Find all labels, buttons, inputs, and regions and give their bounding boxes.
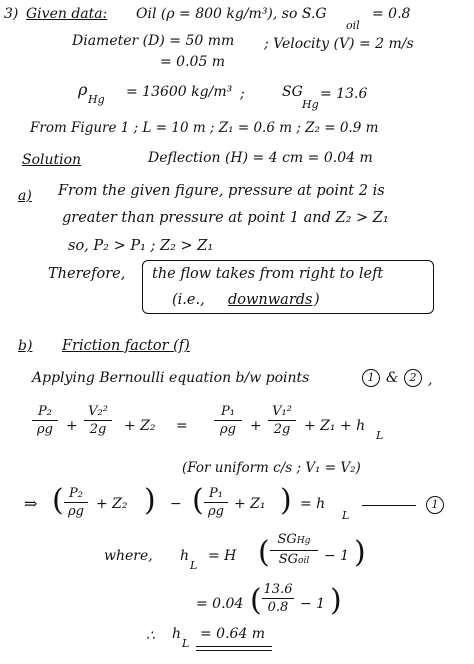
frac-num: P₂ [38,404,52,419]
frac-p1-rg [214,404,242,437]
applying-bernoulli: Applying Bernoulli equation b/w points [32,370,310,386]
part-b-title: Friction factor (f) [62,338,190,354]
diameter-m: = 0.05 m [160,54,226,70]
frac-den: 0.8 [267,600,289,615]
plus-sign: + [66,418,78,434]
final-hl: h [172,626,182,642]
frac-den: ρg [37,422,53,437]
where-text: where, [104,548,153,564]
plus-z2-2: + Z₂ [96,496,128,512]
plus-z1-hl: + Z₁ + h [304,418,366,434]
frac-den: 2g [89,422,107,437]
open-paren: ( [52,483,64,518]
rho-hg-value: = 13600 kg/m³ [126,84,233,100]
comma: , [428,372,433,388]
therefore-symbol: ∴ [146,628,155,644]
minus-one: − 1 [324,548,350,564]
conclusion-ie: (i.e., [172,292,205,308]
equals-sign: = [176,418,188,434]
close-paren: ) [144,483,156,518]
frac-num: P₂ [69,486,83,501]
hl-subscript: L [376,429,384,442]
frac-num: P₁ [209,486,223,501]
frac-v1-2g [268,404,296,437]
part-b-label: b) [18,338,33,354]
plus-z1-2: + Z₁ [234,496,266,512]
rho-hg: ρ [78,80,88,99]
conclusion-downwards: downwards [228,292,313,308]
sg-hg-num: SG [277,532,297,547]
conclusion-line1: the flow takes from right to left [152,266,384,282]
frac-den: ρg [208,504,224,519]
hl-symbol: h [180,548,190,564]
open-paren-2: ( [192,483,204,518]
frac-den: 2g [273,422,291,437]
part-a-label: a) [18,188,32,204]
frac-den: ρg [220,422,236,437]
plus-z2: + Z₂ [124,418,156,434]
point-1-circle: 1 [362,369,380,387]
final-answer: = 0.64 m [200,626,266,642]
sg-oil-den: SG [278,552,299,567]
answer-underline-1 [196,646,272,647]
frac-p1-rg-2 [204,486,228,519]
hl-subscript-2: L [342,509,350,522]
deflection: Deflection (H) = 4 cm = 0.04 m [148,150,373,166]
sg-hg: SG [282,84,303,100]
equals-H: = H [208,548,237,564]
velocity: ; Velocity (V) = 2 m/s [264,36,414,52]
question-number: 3) [4,6,19,22]
frac-v2-2g [84,404,112,437]
equation-1-label: 1 [426,496,444,514]
minus-sign: − [170,496,182,512]
final-hl-sub: L [182,637,190,650]
frac-p2-rg-2 [64,486,88,519]
open-paren-4: ( [250,583,262,618]
frac-den: ρg [68,504,84,519]
figure-data: From Figure 1 ; L = 10 m ; Z₁ = 0.6 m ; Z₂ = 0.9 m [30,120,379,136]
rho-hg-sub: Hg [88,93,105,106]
close-paren-3: ) [354,535,366,570]
frac-num: V₁² [272,404,292,419]
plus-sign: + [250,418,262,434]
frac-p2-rg [32,404,58,437]
sg-hg-value: = 13.6 [320,86,368,102]
sg-hg-sub: Hg [302,98,319,111]
close-paren-4: ) [330,583,342,618]
hl-sub: L [190,559,198,572]
part-a-line1: From the given figure, pressure at point 2 is [58,183,385,199]
frac-num: P₁ [221,404,235,419]
part-a-line3: so, P₂ > P₁ ; Z₂ > Z₁ [68,238,214,254]
equals-hl: = h [300,496,326,512]
reference-dash [362,505,416,506]
minus-one-2: − 1 [300,596,326,612]
answer-underline-2 [196,650,272,651]
oil-subscript: oil [346,19,360,32]
oil-sg-value: = 0.8 [372,6,411,22]
therefore-text: Therefore, [48,266,126,282]
close-paren-2: ) [280,483,292,518]
sg-oil-den-sub: oil [298,556,310,566]
implies-arrow: ⇒ [24,494,38,513]
part-a-line2: greater than pressure at point 1 and Z₂ > Z₁ [62,210,389,226]
frac-sg-ratio [270,532,318,569]
oil-density: Oil (ρ = 800 kg/m³), so S.G [136,6,327,22]
sg-hg-num-sub: Hg [296,536,311,546]
uniform-cs-note: (For uniform c/s ; V₁ = V₂) [182,460,361,476]
equals-004: = 0.04 [196,596,244,612]
solution-label: Solution [22,152,82,168]
given-data-label: Given data: [26,6,108,22]
point-2-circle: 2 [404,369,422,387]
frac-num: 13.6 [263,582,293,597]
diameter: Diameter (D) = 50 mm [72,33,235,49]
separator: ; [240,86,245,102]
open-paren-3: ( [258,535,270,570]
conclusion-close: ) [314,292,320,308]
ampersand: & [386,370,399,386]
frac-num: V₂² [88,404,108,419]
frac-136-08 [262,582,294,615]
